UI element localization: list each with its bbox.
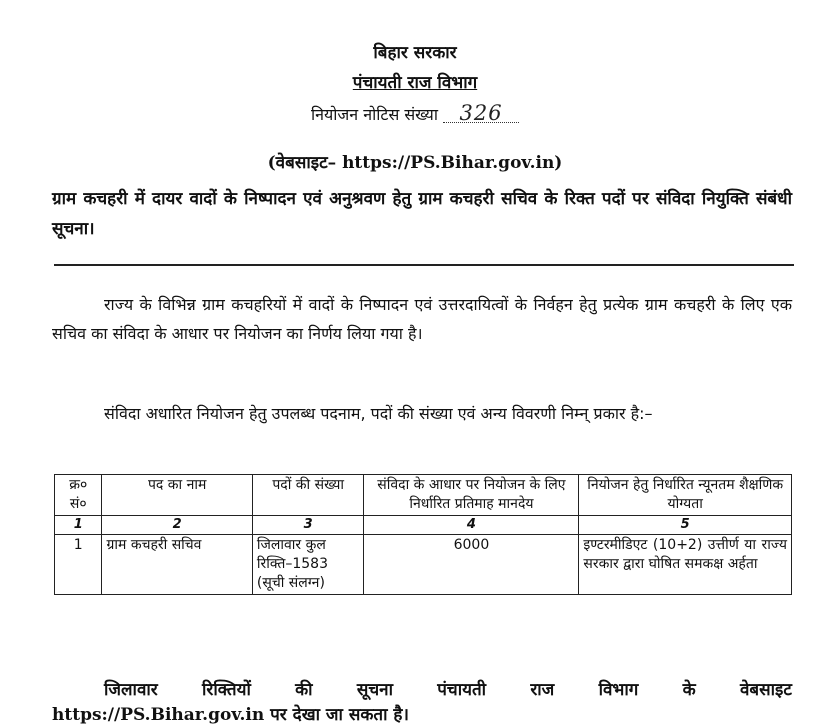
header-honorarium: संविदा के आधार पर नियोजन के लिए निर्धारित प्रतिमाह मानदेय [364,475,579,516]
row-post-count: जिलावार कुल रिक्ति–1583 (सूची संलग्न) [252,535,364,595]
column-number-row [55,516,792,535]
row-honorarium: 6000 [364,535,579,595]
footer-url: https://PS.Bihar.gov.in [52,705,265,725]
footer-text: पर देखा जा सकता है। [264,705,409,725]
footer-note [52,678,792,728]
paragraph-2: संविदा अधारित नियोजन हेतु उपलब्ध पदनाम, पदों की संख्या एवं अन्य विवरणी निम्न् प्रकार है:– [104,404,653,423]
footer-word: वेबसाइट [739,680,792,700]
row-post-name: ग्राम कचहरी सचिव [102,535,252,595]
department-title [0,70,830,93]
table-header-row [55,475,792,516]
footer-line-1 [52,678,792,703]
footer-word: रिक्तियों [202,680,251,700]
column-number: 4 [364,516,579,535]
column-number: 2 [102,516,252,535]
department-name: पंचायती राज विभाग [352,73,478,93]
vacancy-table [54,474,792,595]
paragraph-1: राज्य के विभिन्न ग्राम कचहरियों में वादों के निष्पादन एवं उत्तरदायित्वों के निर्वहन हेतु प्रत्येक ग्राम कचहरी के लिए एक सचिव का संविदा के आधार पर नियोजन का निर्णय लिया गया है। [52,295,792,343]
footer-word: के [682,680,696,700]
website-line: (वेबसाइट– https://PS.Bihar.gov.in) [267,153,563,173]
notice-number: 326 [443,104,519,123]
column-number: 1 [55,516,102,535]
footer-word: की [295,680,313,700]
row-qualification: इण्टरमीडिएट (10+2) उत्तीर्ण या राज्य सरकार द्वारा घोषित समकक्ष अर्हता [579,535,792,595]
header-qualification: नियोजन हेतु निर्धारित न्यूनतम शैक्षणिक योग्यता [579,475,792,516]
government-title: बिहार सरकार [373,43,457,63]
footer-word: राज [530,680,555,700]
footer-word: विभाग [598,680,639,700]
footer-line-2 [52,703,792,728]
separator-line [54,264,794,266]
row-serial: 1 [55,535,102,595]
header-serial: क्र० सं० [55,475,102,516]
subject-line: ग्राम कचहरी में दायर वादों के निष्पादन एवं अनुश्रवण हेतु ग्राम कचहरी सचिव के रिक्त पदों पर संविदा नियुक्ति संबंधी सूचना। [52,189,792,239]
column-number: 5 [579,516,792,535]
column-number: 3 [252,516,364,535]
footer-word: पंचायती [437,680,487,700]
notice-number-line [0,103,830,125]
footer-word: जिलावार [104,680,158,700]
notice-label: नियोजन नोटिस संख्या [310,105,438,124]
header-post-count: पदों की संख्या [252,475,364,516]
footer-word: सूचना [356,680,393,700]
header-post-name: पद का नाम [102,475,252,516]
table-row [55,535,792,595]
